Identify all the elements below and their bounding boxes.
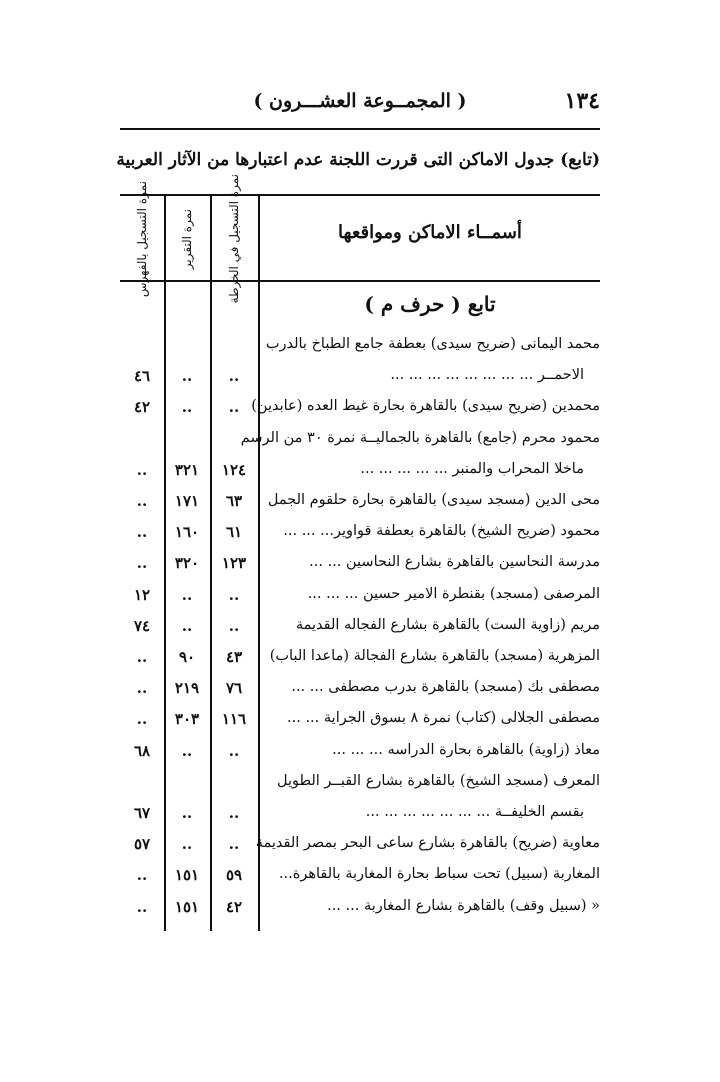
report-number: ٣٠٣ [174,710,200,729]
place-name: مريم (زاوية الست) بالقاهرة بشارع الفجاله القديمة [295,616,600,633]
table-row [120,332,600,364]
map-number: .. [228,804,240,822]
table-row [120,550,600,582]
report-number: .. [181,616,193,635]
map-number: .. [228,585,240,604]
table-row [120,363,600,395]
place-name: « (سبيل وقف) بالقاهرة بشارع المغاربة ... ... [327,897,600,914]
table-row [120,769,600,801]
map-number: .. [228,741,240,760]
report-number: ١٥١ [174,866,200,885]
report-number: .. [181,585,193,604]
header-divider [120,280,600,282]
table-row [120,738,600,770]
place-name: معاوية (ضريح) بالقاهرة بشارع ساعى البحر بمصر القديمة [255,835,600,852]
map-number: .. [228,835,240,854]
place-name: محمود محرم (جامع) بالقاهرة بالجماليــة نمرة ٣٠ من الرسم [240,429,600,446]
index-number: ٥٧ [133,835,151,854]
index-number: .. [136,492,148,510]
report-number: ٢١٩ [174,679,200,698]
map-number: ٦١ [225,523,243,542]
place-name: المغاربة (سبيل) تحت سباط بحارة المغاربة بالقاهرة... [278,866,600,883]
map-number: .. [228,616,240,635]
table-row [120,675,600,707]
index-number: .. [136,523,148,542]
column-header-map: نمرة التسجيل في الخرطة [227,174,241,304]
map-number: ١٢٣ [221,554,247,573]
index-number: .. [136,897,148,916]
table-row [120,582,600,614]
index-number: ٧٤ [133,616,151,635]
column-header-index: نمرة التسجيل بالفهرس [135,180,149,298]
place-name: محمدين (ضريح سيدى) بالقاهرة بحارة غيط العده (عابدين) [251,398,600,415]
index-number: .. [136,460,148,479]
report-number: .. [181,741,193,760]
table-row [120,488,600,520]
table-row [120,831,600,863]
place-name: المزهرية (مسجد) بالقاهرة بشارع الفجالة (ماعدا الباب) [269,648,600,664]
section-title: تابع ( حرف م ) [364,292,496,316]
map-number: ٥٩ [225,866,243,885]
table-row [120,426,600,458]
index-number: ١٢ [133,585,151,604]
report-number: ١٧١ [174,492,200,510]
table [120,174,600,931]
map-number: .. [228,398,240,417]
table-row [120,644,600,676]
report-number: .. [181,367,193,386]
index-number: ٤٢ [133,398,151,417]
page-number: ١٣٤ [564,88,600,114]
place-name: ماخلا المحراب والمنبر ... ... ... ... ... [360,460,584,477]
table-row [120,457,600,489]
map-number: ٧٦ [225,679,243,698]
report-number: .. [181,835,193,854]
index-number: .. [136,554,148,573]
map-number: ١٢٤ [221,460,247,479]
table-row [120,862,600,894]
table-title: (تابع) جدول الاماكن التى قررت اللجنة عدم اعتبارها من الآثار العربية [116,150,600,170]
map-number: .. [228,367,240,386]
running-title: ( المجمــوعة العشـــرون ) [253,90,467,112]
map-number: ٤٣ [225,648,243,666]
place-name: محمود (ضريح الشيخ) بالقاهرة بعطفة قواوير... ... ... [283,523,600,540]
place-name: مصطفى الجلالى (كتاب) نمرة ٨ بسوق الجراية ... ... [287,710,600,727]
place-name: مصطفى بك (مسجد) بالقاهرة بدرب مصطفى ... ... [291,679,600,696]
header-rule [120,128,600,130]
place-name: الاحمــر ... ... ... ... ... ... ... ... [390,367,584,384]
map-number: ١١٦ [221,710,247,729]
running-head [120,88,600,122]
index-number: .. [136,866,148,885]
table-row [120,519,600,551]
place-name: معاذ (زاوية) بالقاهرة بحارة الدراسه ... ... ... [332,741,600,758]
report-number: .. [181,398,193,417]
table-row [120,613,600,645]
report-number: ١٦٠ [174,523,200,542]
column-header-names: أسمــاء الاماكن ومواقعها [338,222,522,243]
place-name: مدرسة النحاسين بالقاهرة بشارع النحاسين ... ... [309,554,600,571]
table-row [120,706,600,738]
place-name: بقسم الخليفــة ... ... ... ... ... ... ... [365,804,584,820]
report-number: ٣٢٠ [174,554,200,573]
place-name: محى الدين (مسجد سيدى) بالقاهرة بحارة حلقوم الجمل [267,492,600,508]
index-number: ٦٧ [133,804,151,822]
column-header-report: نمرة التقرير [180,208,194,270]
report-number: .. [181,804,193,822]
index-number: .. [136,679,148,698]
place-name: المعرف (مسجد الشيخ) بالقاهرة بشارع القبــر الطويل [276,772,600,789]
map-number: ٤٢ [225,897,243,916]
report-number: ١٥١ [174,897,200,916]
report-number: ٣٢١ [174,460,200,479]
table-row [120,800,600,832]
index-number: .. [136,648,148,666]
table-row [120,394,600,426]
place-name: المرصفى (مسجد) بقنطرة الامير حسين ... ... ... [307,585,600,602]
map-number: ٦٣ [225,492,243,510]
index-number: ٤٦ [133,367,151,386]
place-name: محمد اليمانى (ضريح سيدى) بعطفة جامع الطباخ بالدرب [265,336,600,352]
index-number: .. [136,710,148,729]
table-row [120,894,600,926]
index-number: ٦٨ [133,741,151,760]
report-number: ٩٠ [178,648,196,666]
